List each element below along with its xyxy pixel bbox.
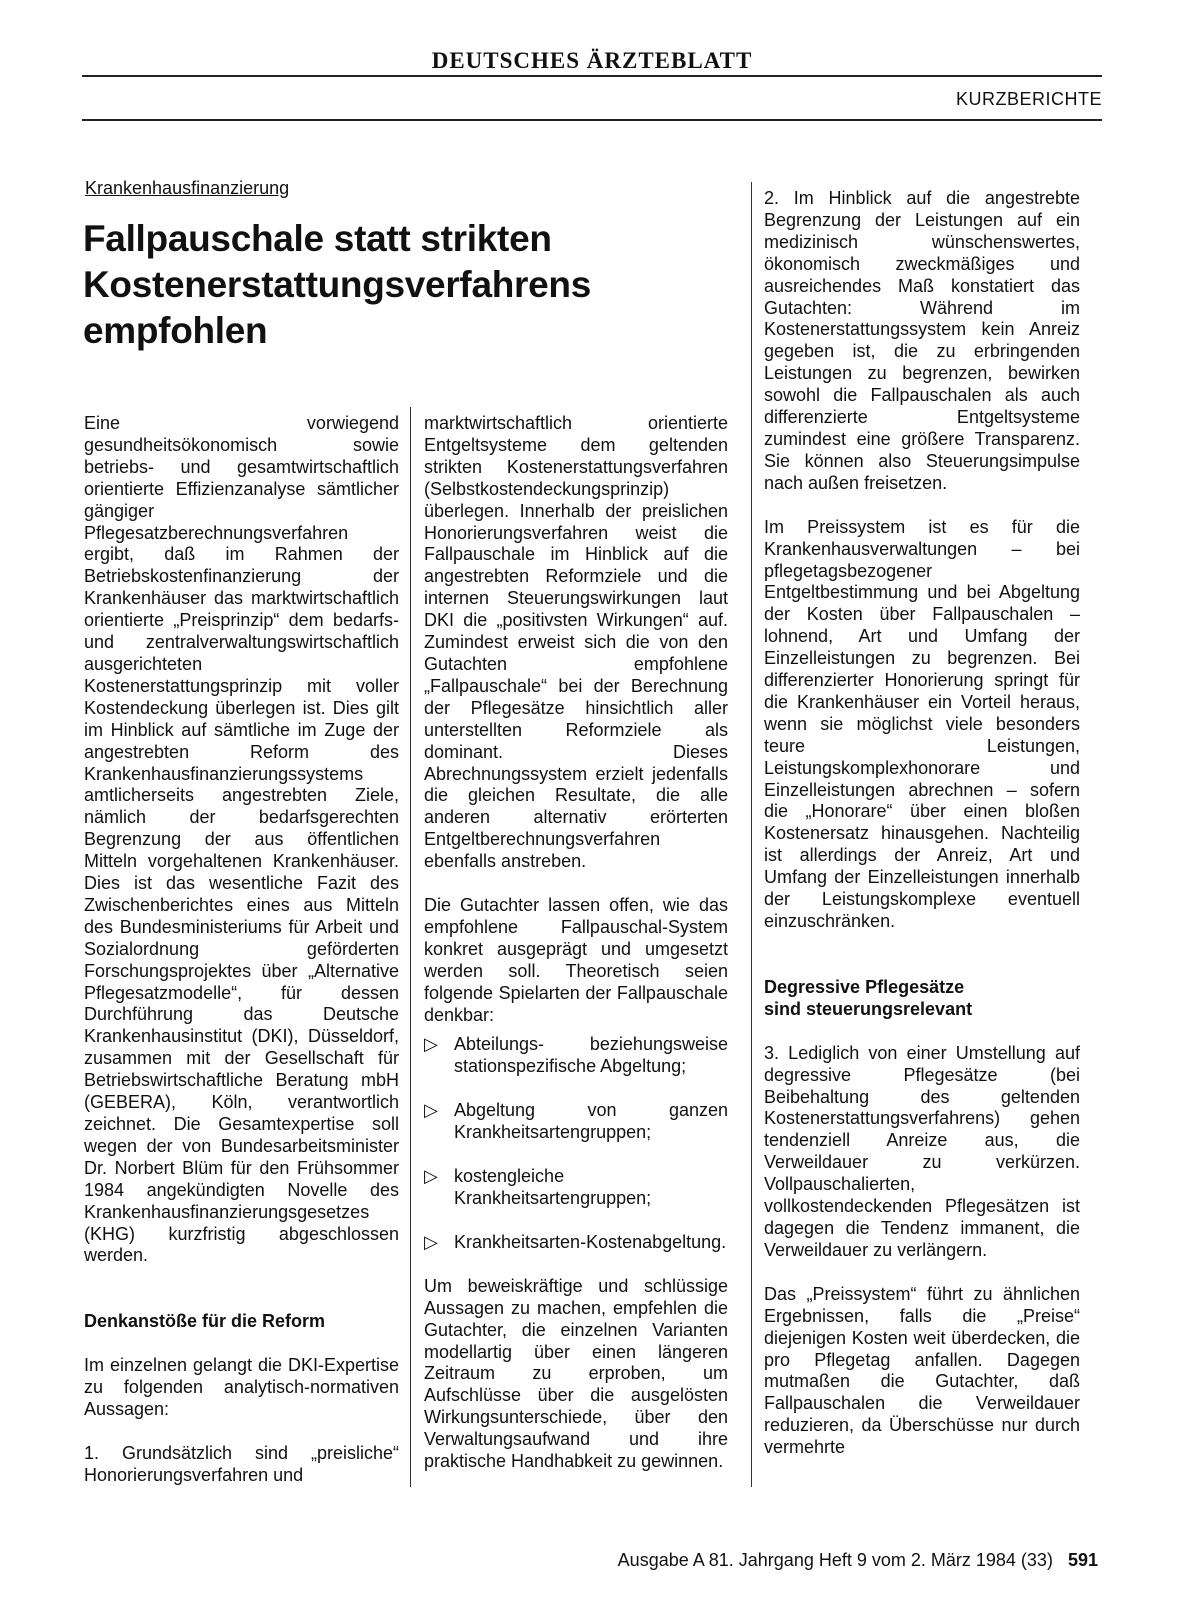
paragraph: Im einzelnen gelangt die DKI-Expertise zu folgenden analytisch-normativen Aussagen: — [84, 1355, 399, 1420]
paragraph: Eine vorwiegend gesundheitsökonomisch sowie betriebs- und gesamtwirtschaftlich orientierte Effizienzanalyse sämtlicher gängiger Pflegesatzberechnungsverfahren ergibt, daß im Rahmen der Betriebskostenfinanzierung der Krankenhäuser das marktwirtschaftlich orientierte „Preisprinzip“ dem bedarfs- und zentralverwaltungswirtschaftlich ausgerichteten Kostenerstattungsprinzip mit voller Kostendeckung überlegen ist. Dies gilt im Hinblick auf sämtliche im Zuge der angestrebten Reform des Krankenhausfinanzierungssystems amtlicherseits angestrebten Ziele, nämlich der bedarfsgerechten Begrenzung der aus öffentlichen Mitteln vorgehaltenen Krankenhäuser. Dies ist das wesentliche Fazit des Zwischenberichtes eines aus Mitteln des Bundesministeriums für Arbeit und Sozialordnung geförderten Forschungsprojektes über „Alternative Pflegesatzmodelle“, für dessen Durchführung das Deutsche Krankenhausinstitut (DKI), Düsseldorf, zusammen mit der Gesellschaft für Betriebswirtschaftliche Beratung mbH (GEBERA), Köln, verantwortlich zeichnet. Die Gesamtexpertise soll wegen der von Bundesarbeitsminister Dr. Norbert Blüm für den Frühsommer 1984 angekündigten Novelle des Krankenhausfinanzierungsgesetzes (KHG) kurzfristig abgeschlossen werden. — [84, 413, 399, 1266]
page-number: 591 — [1067, 1550, 1098, 1570]
subheading — [764, 977, 1080, 1021]
column-1 — [84, 413, 399, 1487]
paragraph: Die Gutachter lassen offen, wie das empfohlene Fallpauschal-System konkret ausgeprägt und umgesetzt werden soll. Theoretisch seien folgende Spielarten der Fallpauschale denkbar: — [424, 895, 728, 1025]
title-line: Kostenerstattungsverfahrens — [83, 264, 591, 305]
top-rule — [82, 75, 1102, 77]
triangle-bullet-icon: ▷ — [424, 1034, 438, 1055]
bullet-text: Abteilungs- beziehungsweise stationspezifische Abgeltung; — [454, 1034, 728, 1077]
issue-info: Ausgabe A 81. Jahrgang Heft 9 vom 2. März 1984 (33) — [617, 1550, 1053, 1570]
bullet-item — [424, 1166, 728, 1210]
paragraph: 3. Lediglich von einer Umstellung auf degressive Pflegesätze (bei Beibehaltung des geltenden Kostenerstattungsverfahrens) gehen tendenziell Anreize aus, die Verweildauer zu verkürzen. Vollpauschalierten, vollkostendeckenden Pflegesätzen ist dagegen die Tendenz immanent, die Verweildauer zu verlängern. — [764, 1042, 1080, 1260]
bullet-item — [424, 1034, 728, 1078]
column-3 — [764, 188, 1080, 1459]
column-divider — [751, 182, 752, 1487]
article-kicker: Krankenhausfinanzierung — [85, 178, 290, 198]
triangle-bullet-icon: ▷ — [424, 1100, 438, 1121]
section-label: KURZBERICHTE — [955, 89, 1102, 109]
page-footer — [618, 1550, 1098, 1571]
triangle-bullet-icon: ▷ — [424, 1231, 438, 1252]
subheading-line: Degressive Pflegesätze — [764, 976, 965, 997]
column-divider — [410, 407, 411, 1487]
title-line: Fallpauschale statt strikten — [83, 218, 552, 259]
paragraph: Das „Preissystem“ führt zu ähnlichen Ergebnissen, falls die „Preise“ diejenigen Kosten weit überdecken, die pro Pflegetag anfallen. Dagegen mutmaßen die Gutachter, daß Fallpauschalen die Verweildauer reduzieren, da Überschüsse nur durch vermehrte — [764, 1283, 1080, 1458]
bullet-item — [424, 1100, 728, 1144]
paragraph: Um beweiskräftige und schlüssige Aussagen zu machen, empfehlen die Gutachter, die einzelnen Varianten modellartig über einen längeren Zeitraum zu erproben, um Aufschlüsse über die ausgelösten Wirkungsunterschiede, über den Verwaltungsaufwand und ihre praktische Handhabkeit zu gewinnen. — [424, 1275, 728, 1472]
paragraph: 2. Im Hinblick auf die angestrebte Begrenzung der Leistungen auf ein medizinisch wünschenswertes, ökonomisch zweckmäßiges und ausreichendes Maß konstatiert das Gutachten: Während im Kostenerstattungssystem kein Anreiz gegeben ist, die zu erbringenden Leistungen zu begrenzen, bewirken sowohl die Fallpauschalen als auch differenzierte Entgeltsysteme zumindest eine größere Transparenz. Sie können also Steuerungsimpulse nach außen freisetzen. — [764, 188, 1080, 493]
subheading-line: sind steuerungsrelevant — [764, 998, 973, 1019]
bullet-text: Abgeltung von ganzen Krankheitsartengruppen; — [454, 1100, 728, 1143]
section-rule — [82, 119, 1102, 121]
article-title — [83, 216, 723, 354]
masthead: DEUTSCHES ÄRZTEBLATT — [431, 48, 753, 73]
column-2 — [424, 413, 728, 1473]
bullet-text: kostengleiche Krankheitsartengruppen; — [454, 1166, 652, 1208]
paragraph: Im Preissystem ist es für die Krankenhausverwaltungen – bei pflegetagsbezogener Entgeltbestimmung und bei Abgeltung der Kosten über Fallpauschalen – lohnend, Art und Umfang der Einzelleistungen zu begrenzen. Bei differenzierter Honorierung springt für die Krankenhäuser ein Vorteil heraus, wenn sie möglichst viele besonders teure Leistungen, Leistungskomplexhonorare und Einzelleistungen abrechnen – sofern die „Honorare“ über einen bloßen Kostenersatz hinausgehen. Nachteilig ist allerdings der Anreiz, Art und Umfang der Einzelleistungen innerhalb der Leistungskomplexe eventuell einzuschränken. — [764, 516, 1080, 931]
title-line: empfohlen — [83, 310, 268, 351]
bullet-item — [424, 1232, 728, 1254]
paragraph: marktwirtschaftlich orientierte Entgeltsysteme dem geltenden strikten Kostenerstattungsverfahren (Selbstkostendeckungsprinzip) überlegen. Innerhalb der preislichen Honorierungsverfahren weist die Fallpauschale im Hinblick auf die angestrebten Reformziele und die internen Steuerungswirkungen laut DKI die „positivsten Wirkungen“ auf. Zumindest erweist sich die von den Gutachten empfohlene „Fallpauschale“ bei der Berechnung der Pflegesätze hinsichtlich aller unterstellten Reformziele als dominant. Dieses Abrechnungssystem erzielt jedenfalls die gleichen Resultate, die alle anderen alternativ erörterten Entgeltberechnungsverfahren ebenfalls anstreben. — [424, 413, 728, 872]
triangle-bullet-icon: ▷ — [424, 1166, 438, 1187]
paragraph: 1. Grundsätzlich sind „preisliche“ Honorierungsverfahren und — [84, 1442, 399, 1485]
bullet-text: Krankheitsarten-Kostenabgeltung. — [454, 1231, 727, 1252]
subheading: Denkanstöße für die Reform — [84, 1311, 326, 1332]
